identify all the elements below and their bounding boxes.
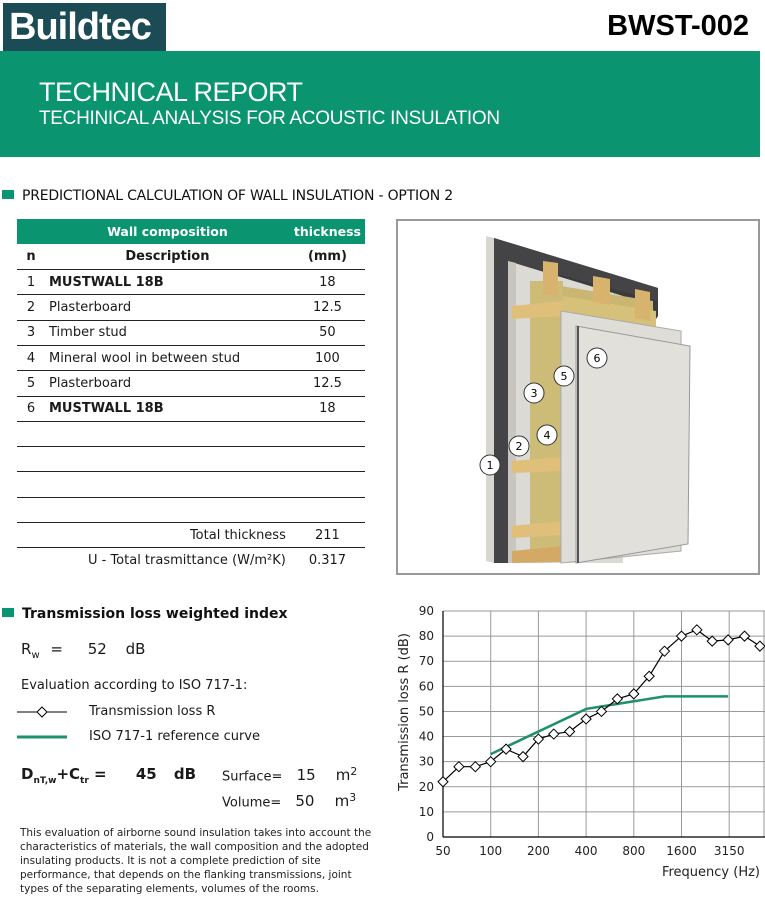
total-thickness-label: Total thickness	[17, 523, 290, 548]
legend-transmission-loss	[17, 704, 215, 719]
title-banner	[0, 51, 760, 157]
row-number: 2	[17, 295, 45, 320]
wall-layers-drawing	[398, 221, 758, 573]
svg-text:60: 60	[418, 679, 434, 694]
evaluation-text: Evaluation according to ISO 717-1:	[21, 678, 248, 693]
table-row	[17, 396, 365, 421]
row-description: Mineral wool in between stud	[45, 345, 290, 370]
table-row	[17, 270, 365, 295]
svg-text:50: 50	[435, 844, 451, 858]
section-bullet-icon	[2, 190, 14, 199]
surface-label: Surface=	[222, 769, 283, 785]
svg-text:200: 200	[526, 844, 550, 858]
section-title-transmission	[2, 606, 288, 622]
table-row	[17, 345, 365, 370]
row-description: Timber stud	[45, 320, 290, 345]
legend-label: Transmission loss R	[89, 704, 216, 719]
dntw-unit: dB	[173, 765, 197, 783]
svg-text:80: 80	[418, 629, 434, 644]
svg-text:100: 100	[479, 844, 503, 858]
rw-sub: w	[31, 650, 40, 661]
svg-text:40: 40	[418, 729, 434, 744]
rw-index	[21, 640, 145, 661]
row-thickness: 18	[290, 396, 365, 421]
legend-label: ISO 717-1 reference curve	[89, 729, 260, 744]
svg-text:6: 6	[593, 352, 601, 365]
table-row	[17, 320, 365, 345]
svg-text:5: 5	[560, 370, 568, 383]
ctr-sub: tr	[80, 776, 89, 786]
svg-text:10: 10	[418, 804, 434, 819]
row-thickness: 12.5	[290, 295, 365, 320]
chart-canvas	[390, 600, 765, 890]
dntw-ctr-index	[21, 765, 196, 786]
volume-exp: 3	[349, 791, 357, 804]
volume-label: Volume=	[222, 795, 282, 811]
section-title-text: PREDICTIONAL CALCULATION OF WALL INSULATION - OPTION 2	[22, 188, 453, 204]
row-number: 5	[17, 371, 45, 396]
row-number: 1	[17, 270, 45, 295]
rw-eq: =	[50, 640, 63, 658]
dntw-eq: =	[88, 765, 107, 783]
col-unit: (mm)	[290, 244, 365, 269]
legend-reference-curve	[17, 729, 260, 744]
rw-value: 52	[87, 640, 107, 658]
dntw-value: 45	[135, 765, 157, 783]
row-number: 4	[17, 345, 45, 370]
total-thickness-value: 211	[290, 523, 365, 548]
row-thickness: 18	[290, 270, 365, 295]
dntw-sub: nT,w	[33, 776, 57, 786]
u-value-label: U - Total trasmittance (W/m²K)	[87, 553, 286, 569]
group-header: Wall composition	[45, 219, 290, 244]
svg-text:Frequency (Hz): Frequency (Hz)	[661, 865, 760, 880]
volume-number: 50	[295, 792, 315, 811]
section-title-text: Transmission loss weighted index	[22, 606, 288, 622]
volume-value	[222, 791, 356, 810]
report-subtitle: TECHINICAL ANALYSIS FOR ACOUSTIC INSULATION	[39, 108, 500, 129]
section-bullet-icon	[2, 608, 14, 617]
svg-text:20: 20	[418, 779, 434, 794]
thickness-header: thickness	[290, 219, 365, 244]
row-description: Plasterboard	[45, 295, 290, 320]
ctr-label: +C	[56, 765, 81, 783]
u-value: 0.317	[308, 553, 347, 569]
svg-text:0: 0	[426, 830, 434, 844]
row-thickness: 100	[290, 345, 365, 370]
table-row	[17, 371, 365, 396]
green-line-icon	[17, 731, 67, 743]
col-description: Description	[45, 244, 290, 269]
svg-text:Transmission loss R (dB): Transmission loss R (dB)	[397, 633, 412, 791]
report-title: TECHNICAL REPORT	[39, 77, 303, 107]
svg-text:70: 70	[418, 654, 434, 669]
row-number: 6	[17, 396, 45, 421]
disclaimer-note: This evaluation of airborne sound insulation takes into account the characteristics of materials, the wall composition and the adopted insulating products. It is not a complete prediction of site performance, that depends on the flanking transmissions, joint types of the separating elements, volumes of the rooms.	[20, 827, 372, 895]
surface-unit: m	[335, 766, 351, 785]
rw-unit: dB	[125, 640, 146, 658]
section-title-wall	[2, 188, 453, 204]
svg-text:30: 30	[418, 754, 434, 769]
diamond-line-icon	[17, 706, 67, 718]
svg-text:1: 1	[486, 459, 494, 472]
row-description: MUSTWALL 18B	[45, 270, 290, 295]
svg-text:3: 3	[530, 387, 538, 400]
table-row	[17, 295, 365, 320]
row-description: Plasterboard	[45, 371, 290, 396]
document-code: BWST-002	[607, 10, 749, 42]
rw-label: R	[21, 640, 32, 658]
row-number: 3	[17, 320, 45, 345]
svg-text:3150: 3150	[713, 844, 745, 858]
surface-value	[222, 765, 357, 784]
svg-text:1600: 1600	[666, 844, 697, 858]
surface-number: 15	[296, 766, 316, 785]
svg-text:50: 50	[418, 704, 434, 719]
surface-exp: 2	[350, 765, 358, 778]
brand-logo: Buildtec	[3, 3, 166, 51]
row-thickness: 12.5	[290, 371, 365, 396]
col-n: n	[17, 244, 45, 269]
row-thickness: 50	[290, 320, 365, 345]
transmission-loss-chart	[390, 600, 765, 890]
svg-text:400: 400	[574, 844, 598, 858]
wall-section-illustration	[396, 219, 760, 575]
wall-composition-table	[17, 219, 365, 573]
svg-text:4: 4	[543, 429, 551, 442]
dntw-label: D	[21, 765, 34, 783]
volume-unit: m	[334, 792, 350, 811]
svg-text:800: 800	[622, 844, 646, 858]
row-description: MUSTWALL 18B	[45, 396, 290, 421]
svg-text:2: 2	[515, 440, 523, 453]
svg-text:90: 90	[418, 604, 434, 618]
